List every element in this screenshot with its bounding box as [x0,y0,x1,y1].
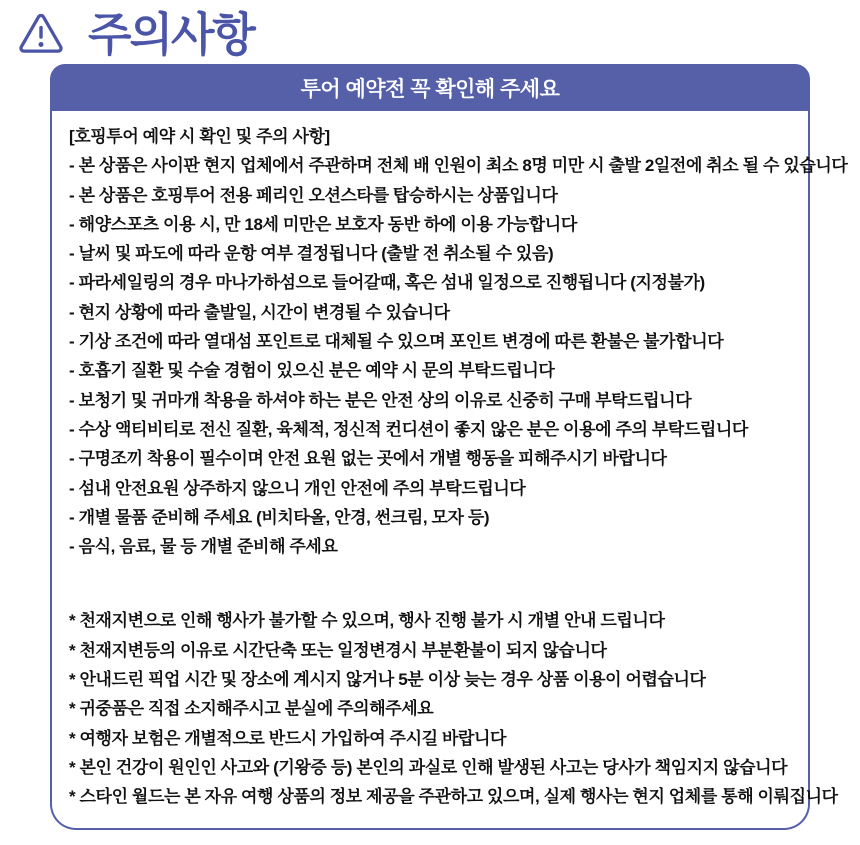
notice-item: - 기상 조건에 따라 열대섬 포인트로 대체될 수 있으며 포인트 변경에 따른 환불은 불가합니다 [69,332,724,352]
notice-footnote: * 천재지변등의 이유로 시간단축 또는 일정변경시 부분환불이 되지 않습니다 [69,640,607,660]
notice-item: - 수상 액티비티로 전신 질환, 육체적, 정신적 컨디션이 좋지 않은 분은 이용에 주의 부탁드립니다 [69,419,748,439]
notice-item: - 본 상품은 사이판 현지 업체에서 주관하며 전체 배 인원이 최소 8명 미만 시 출발 2일전에 취소 될 수 있습니다 [69,156,848,176]
notice-item: - 섬내 안전요원 상주하지 않으니 개인 안전에 주의 부탁드립니다 [69,478,526,498]
notice-card-header-label: 투어 예약전 꼭 확인해 주세요 [300,77,560,101]
notice-item: - 날씨 및 파도에 따라 운항 여부 결정됩니다 (출발 전 취소될 수 있음) [69,244,554,264]
notes-gap [69,561,792,606]
notice-footnote: * 귀중품은 직접 소지해주시고 분실에 주의해주세요 [69,699,434,719]
page-title-row [0,0,860,61]
notice-item: - 현지 상황에 따라 출발일, 시간이 변경될 수 있습니다 [69,302,450,322]
notice-card [50,64,848,830]
warning-icon [18,13,64,55]
page-title: 주의사항 [88,7,254,61]
notice-footnote: * 스타인 월드는 본 자유 여행 상품의 정보 제공을 주관하고 있으며, 실제 행사는 현지 업체를 통해 이뤄집니다 [69,787,838,807]
notice-footnote: * 여행자 보험은 개별적으로 반드시 가입하여 주시길 바랍니다 [69,728,507,748]
notice-card-body [50,111,848,830]
notice-intro: [호핑투어 예약 시 확인 및 주의 사항] [69,127,330,146]
notice-item: - 음식, 음료, 물 등 개별 준비해 주세요 [69,537,338,557]
notice-item: - 파라세일링의 경우 마나가하섬으로 들어갈때, 혹은 섬내 일정으로 진행됩니다 (지정불가) [69,273,705,293]
notice-footnote: * 본인 건강이 원인인 사고와 (기왕증 등) 본인의 과실로 인해 발생된 사고는 당사가 책임지지 않습니다 [69,757,788,777]
notice-item: - 구명조끼 착용이 필수이며 안전 요원 없는 곳에서 개별 행동을 피해주시기 바랍니다 [69,449,667,469]
notice-footnote: * 천재지변으로 인해 행사가 불가할 수 있으며, 행사 진행 불가 시 개별 안내 드립니다 [69,611,665,631]
notice-footnote: * 안내드린 픽업 시간 및 장소에 계시지 않거나 5분 이상 늦는 경우 상품 이용이 어렵습니다 [69,670,706,690]
notice-item: - 해양스포츠 이용 시, 만 18세 미만은 보호자 동반 하에 이용 가능합니다 [69,214,577,234]
notice-item: - 호흡기 질환 및 수술 경험이 있으신 분은 예약 시 문의 부탁드립니다 [69,361,555,381]
notice-item: - 본 상품은 호핑투어 전용 페리인 오션스타를 탑승하시는 상품입니다 [69,185,558,205]
notice-item: - 개별 물품 준비해 주세요 (비치타올, 안경, 썬크림, 모자 등) [69,507,490,527]
notice-item: - 보청기 및 귀마개 착용을 하셔야 하는 분은 안전 상의 이유로 신중히 구매 부탁드립니다 [69,390,692,410]
notice-card-header [50,64,810,111]
